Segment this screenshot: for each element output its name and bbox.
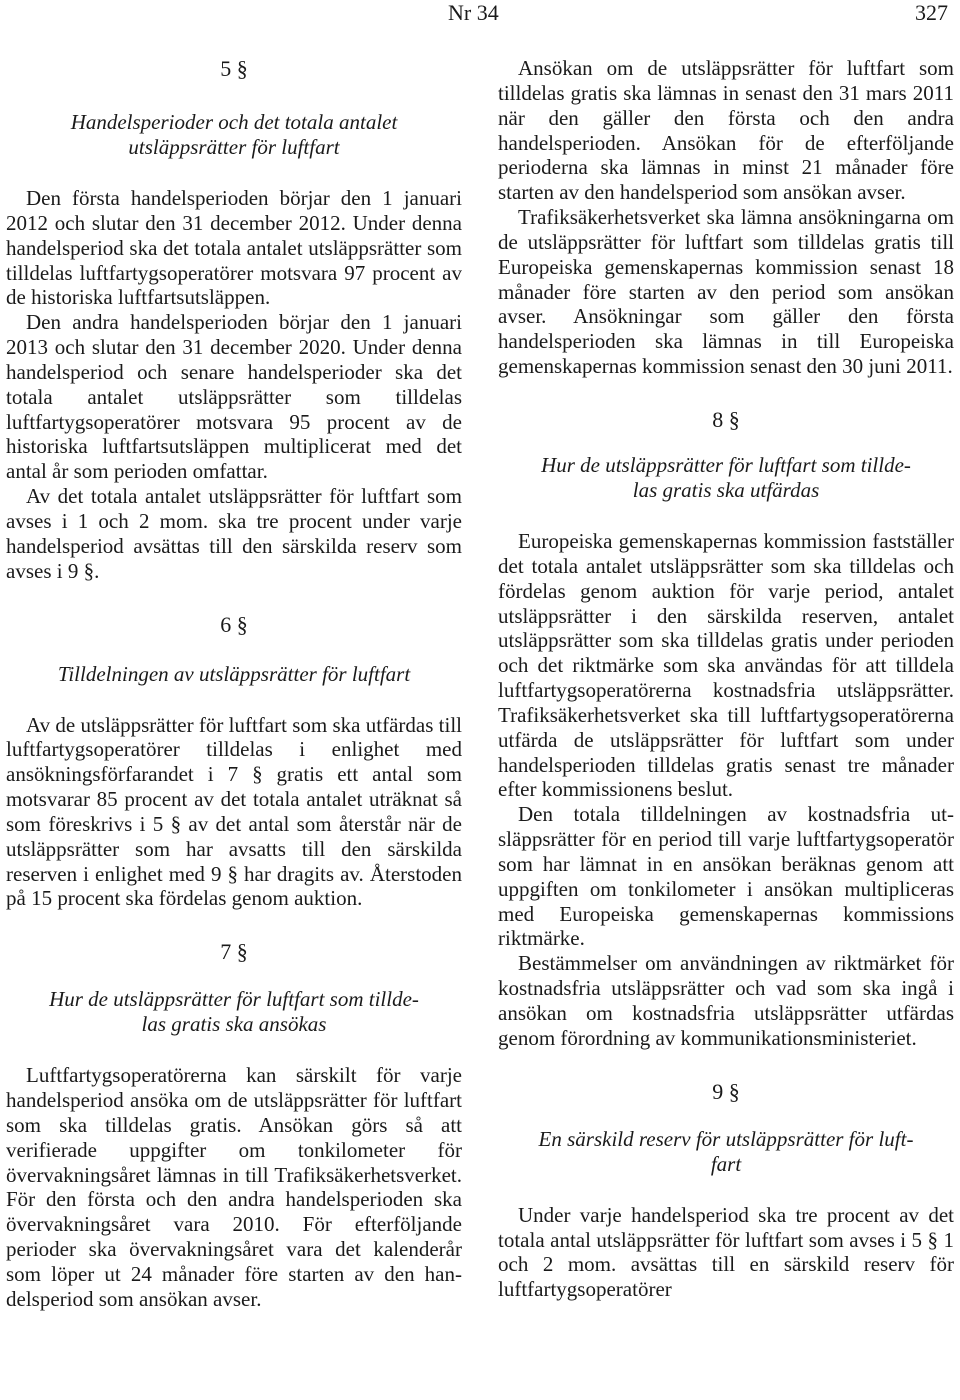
section-5-title-line-1: Handelsperioder och det totala antalet bbox=[70, 110, 398, 134]
section-7-paragraph-1: Luftfartygsoperatörerna kan särskilt för varje handelsperiod ansöka om de utsläppsrätter för luftfart som ska tilldelas gratis. Ansökan görs så att verifierade uppgifter om tonkilometer för övervakningsåret lämnas in till Trafiksäkerhetsverket. För den första och den andra handelsperioden ska övervakningsåret vara 2010. För efterföljande perioder ska övervakningsåret vara det kalenderår som löper ut 24 månader före starten av den handelsperiod som ansökan avser. bbox=[6, 1063, 462, 1311]
section-8-paragraph-2: Den totala tilldelningen av kostnadsfria utsläppsrätter för en period till varje luftfartygsoperatör som har lämnat in en ansökan beräknas genom att uppgiften om tonkilometer i ansökan multipliceras med Europeiska gemenskapernas kommissions riktmärke. bbox=[498, 802, 954, 951]
section-7-number: 7 § bbox=[220, 939, 248, 965]
section-8 bbox=[498, 379, 954, 1051]
section-5-title-line-2: utsläppsrätter för luftfart bbox=[128, 135, 340, 159]
section-7-title-line-2: las gratis ska ansökas bbox=[141, 1012, 327, 1037]
section-6-title: Tilldelningen av utsläppsrätter för luftfart bbox=[57, 661, 411, 686]
section-7-continued bbox=[498, 56, 954, 379]
section-6 bbox=[6, 584, 462, 912]
section-7 bbox=[6, 911, 462, 1311]
section-5-paragraph-2: Den andra handelsperioden börjar den 1 januari 2013 och slutar den 31 december 2020. Under denna handelsperiod och senare handelsperioder ska det totala antalet utsläppsrätter som tilldelas luftfartygsoperatörer motsvara 95 procent av de historiska luftfartsutsläppen multiplicerat med det antal år som perioden omfattar. bbox=[6, 310, 462, 484]
section-7-paragraph-2: Ansökan om de utsläppsrätter för luftfart som tilldelas gratis ska lämnas in senast den 31 mars 2011 när den gäller den första och den andra handelsperioden. Ansökan för de efterföljande perioderna ska lämnas in minst 21 månader före starten av den handelsperiod som ansökan avser. bbox=[498, 56, 954, 205]
page-number: 327 bbox=[915, 0, 948, 25]
section-8-title bbox=[498, 453, 954, 503]
section-5-title bbox=[6, 110, 462, 160]
section-9-paragraph-1: Under varje handelsperiod ska tre procent av det totala antal utsläppsrätter för luftfart som avses i 5 § 1 och 2 mom. avsättas till en särskild reserv för luftfartygsoperatörer bbox=[498, 1202, 954, 1302]
section-8-title-line-2: las gratis ska utfärdas bbox=[632, 477, 820, 502]
section-5-paragraph-1: Den första handelsperioden börjar den 1 januari 2012 och slutar den 31 december 2012. Under denna handelsperiod ska det totala antalet utsläppsrätter som tilldelas luftfartygsoperatörer motsvara 97 procent av de historiska luftfartsutsläppen. bbox=[6, 186, 462, 310]
section-6-number: 6 § bbox=[220, 611, 248, 637]
section-7-paragraph-3: Trafiksäkerhetsverket ska lämna ansökningarna om de utsläppsrätter för luftfart som tilldelas gratis till Europeiska gemenskapernas kommission senast 18 månader före starten av den period som ansökan avser. Ansökningar som gäller den första handelsperioden ska lämnas in till Europeiska gemenskapernas kommission senast den 30 juni 2011. bbox=[498, 205, 954, 379]
section-7-title-line-1: Hur de utsläppsrätter för luftfart som tillde- bbox=[49, 987, 419, 1012]
section-5-paragraph-3: Av det totala antalet utsläppsrätter för luftfart som avses i 1 och 2 mom. ska tre procent under varje handelsperiod avsättas till den särskilda reserv som avses i 9 §. bbox=[6, 484, 462, 583]
section-8-title-line-1: Hur de utsläppsrätter för luftfart som tillde- bbox=[541, 452, 911, 477]
left-column bbox=[6, 56, 462, 1312]
section-9 bbox=[498, 1051, 954, 1302]
section-5-number: 5 § bbox=[220, 56, 248, 81]
right-column bbox=[498, 56, 954, 1302]
section-7-title bbox=[6, 987, 462, 1037]
section-8-paragraph-1: Europeiska gemenskapernas kommission fastställer det totala antalet utsläppsrätter som ska tilldelas och fördelas genom auktion för varje period, antalet utsläppsrätter i den särskilda reserven, antalet utsläppsrätter som ska tilldelas gratis under perioden och det riktmärke som ska användas för att tilldela luftfartygsoperatörerna kostnadsfria utsläppsrätter. Trafiksäkerhetsverket ska till luftfartygsoperatörerna utfärda de utsläppsrätter för luftfart som under handelsperioden tilldelas gratis senast tre månader efter kommissionens beslut. bbox=[498, 528, 954, 802]
section-5 bbox=[6, 56, 462, 584]
section-9-title bbox=[498, 1127, 954, 1177]
section-8-number: 8 § bbox=[712, 406, 740, 432]
section-6-paragraph-1: Av de utsläppsrätter för luftfart som ska utfärdas till luftfartygsoperatörer tilldelas i enlighet med ansökningsförfarandet i 7 § gratis ett antal som motsvarar 85 procent av det totala antalet uträknat så som föreskrivs i 5 § av det antal som återstår när de utsläppsrätter som har avsatts till den särskilda reserven i enlighet med 9 § har dragits av. Återstoden på 15 procent ska fördelas genom auktion. bbox=[6, 712, 462, 911]
section-9-title-line-2: fart bbox=[710, 1151, 742, 1176]
section-9-number: 9 § bbox=[712, 1078, 740, 1104]
page-header bbox=[0, 0, 960, 30]
issue-number: Nr 34 bbox=[448, 0, 499, 25]
section-8-paragraph-3: Bestämmelser om användningen av riktmärket för kostnadsfria utsläppsrätter och vad som ska ingå i ansökan om kostnadsfria utsläppsrätter utfärdas genom förordning av kommunikationsministeriet. bbox=[498, 951, 954, 1050]
section-9-title-line-1: En särskild reserv för utsläppsrätter för luft- bbox=[538, 1126, 914, 1151]
